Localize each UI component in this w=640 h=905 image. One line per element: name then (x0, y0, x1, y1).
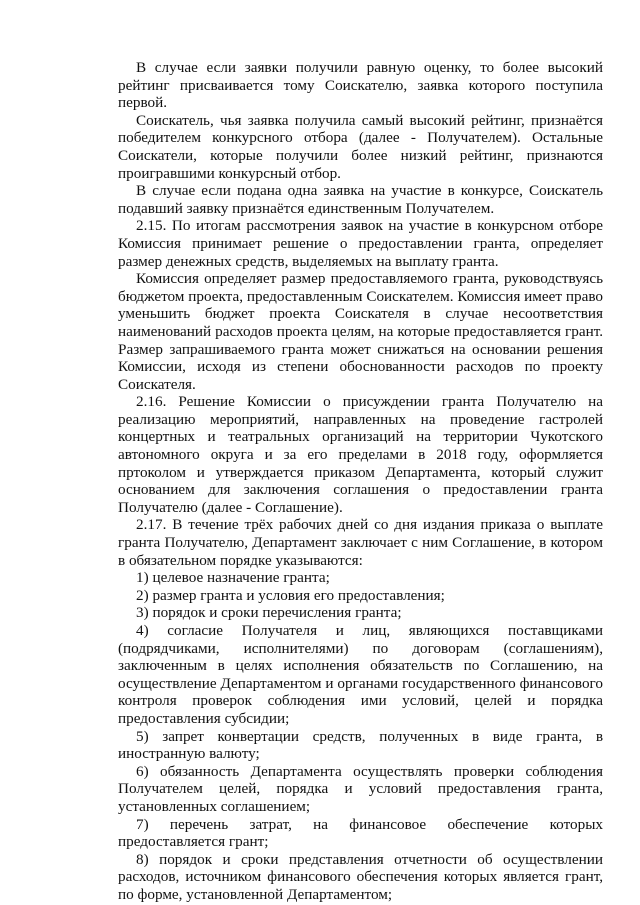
paragraph-winner: Соискатель, чья заявка получила самый высокий рейтинг, признаётся победителем конкурсного отбора (далее - Получателем). Остальные Соискатели, которые получили более низкий рейтинг, признаются проигравшими конкурсный отбор. (118, 111, 603, 182)
list-item-3: 3) порядок и сроки перечисления гранта; (136, 604, 402, 622)
paragraph-2-16: 2.16. Решение Комиссии о присуждении гранта Получателю на реализацию мероприятий, направленных на проведение гастролей концертных и театральных организаций на территории Чукотского автономного округа и за его пределами в 2018 году, оформляется пртоколом и утверждается приказом Департамента, который служит основанием для заключения соглашения о предоставлении гранта Получателю (далее - Соглашение). (118, 393, 603, 516)
paragraph-single-application: В случае если подана одна заявка на участие в конкурсе, Соискатель подавший заявку признаётся единственным Получателем. (118, 182, 603, 217)
document-body (118, 59, 603, 904)
list-item-5: 5) запрет конвертации средств, полученных в виде гранта, в иностранную валюту; (118, 727, 603, 763)
list-item-4: 4) согласие Получателя и лиц, являющихся поставщиками (подрядчиками, исполнителями) по договорам (соглашениям), заключенным в целях исполнения обязательств по Соглашению, на осуществление Департаментом и органами государственного финансового контроля проверок соблюдения ими условий, целей и порядка предоставления субсидии; (118, 622, 603, 727)
paragraph-equal-score: В случае если заявки получили равную оценку, то более высокий рейтинг присваивается тому Соискателю, заявка которого поступила первой. (118, 59, 603, 112)
list-item-1: 1) целевое назначение гранта; (136, 569, 330, 587)
paragraph-2-15: 2.15. По итогам рассмотрения заявок на участие в конкурсном отборе Комиссия принимает решение о предоставлении гранта, определяет размер денежных средств, выделяемых на выплату гранта. (118, 217, 603, 270)
list-item-7: 7) перечень затрат, на финансовое обеспечение которых предоставляется грант; (118, 815, 603, 851)
list-item-2: 2) размер гранта и условия его предоставления; (136, 586, 445, 604)
list-item-6: 6) обязанность Департамента осуществлять проверки соблюдения Получателем целей, порядка и условий предоставления гранта, установленных соглашением; (118, 762, 603, 815)
paragraph-2-17: 2.17. В течение трёх рабочих дней со дня издания приказа о выплате гранта Получателю, Департамент заключает с ним Соглашение, в котором в обязательном порядке указываются: (118, 516, 603, 569)
list-item-8: 8) порядок и сроки представления отчетности об осуществлении расходов, источником финансового обеспечения которых является грант, по форме, установленной Департаментом; (118, 850, 603, 903)
paragraph-grant-size: Комиссия определяет размер предоставляемого гранта, руководствуясь бюджетом проекта, предоставленным Соискателем. Комиссия имеет право уменьшить бюджет проекта Соискателя в случае несоответствия наименований расходов проекта целям, на которые предоставляется грант. Размер запрашиваемого гранта может снижаться на основании решения Комиссии, исходя из степени обоснованности расходов по проекту Соискателя. (118, 270, 603, 393)
